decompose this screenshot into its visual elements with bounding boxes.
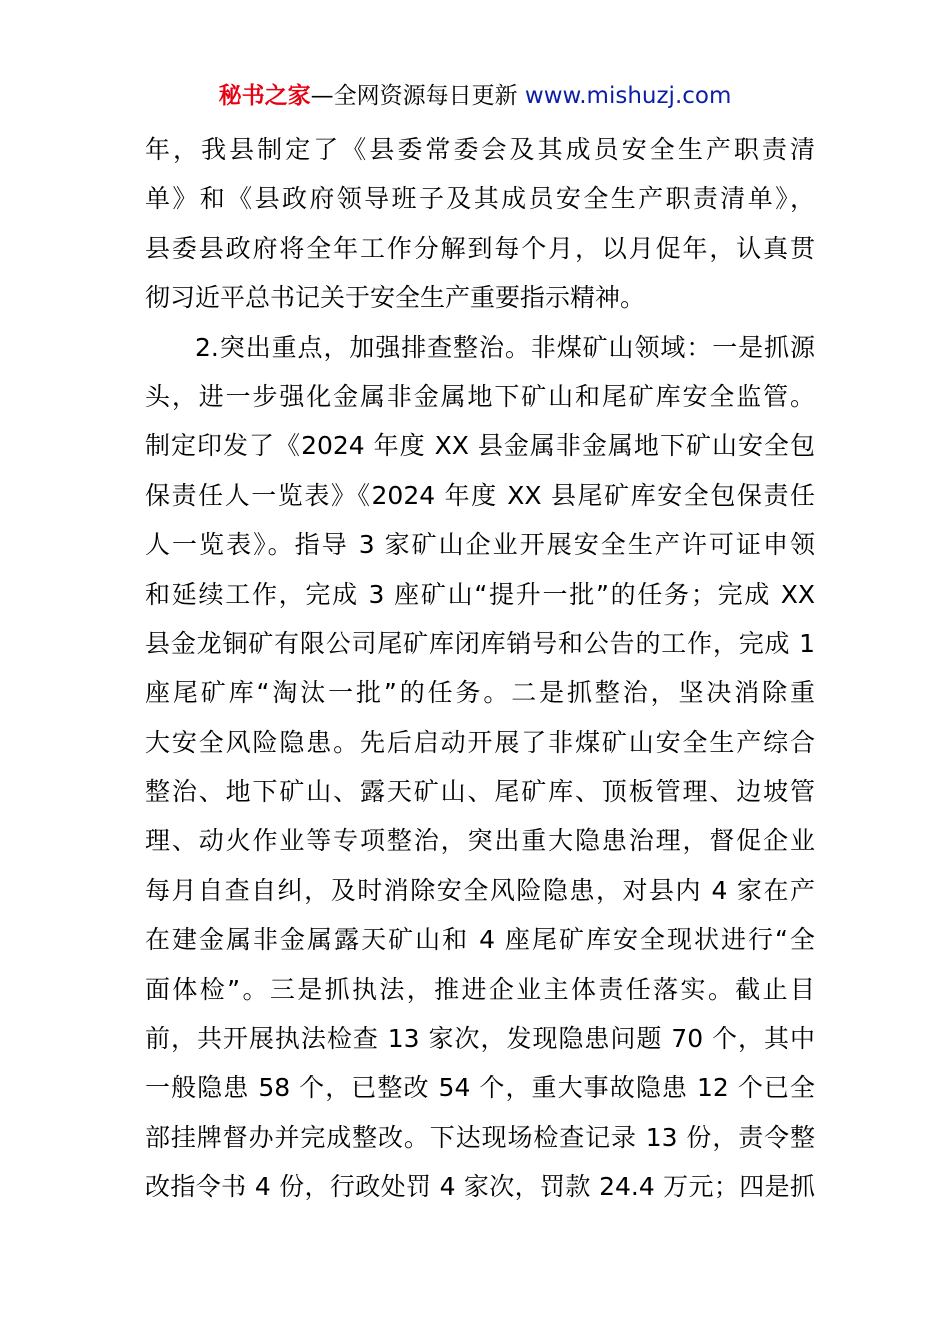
site-header [0,80,950,112]
text-line: 理、动火作业等专项整治，突出重大隐患治理，督促企业 [145,826,815,856]
header-tagline: —全网资源每日更新 [310,83,525,109]
text-line: 和延续工作，完成 3 座矿山“提升一批”的任务；完成 XX [145,579,815,609]
text-line: 年，我县制定了《县委常委会及其成员安全生产职责清 [145,135,815,164]
text-line: 县委县政府将全年工作分解到每个月，以月促年，认真贯 [145,233,815,263]
text-line: 人一览表》。指导 3 家矿山企业开展安全生产许可证申领 [145,530,815,560]
text-line: 保责任人一览表》《2024 年度 XX 县尾矿库安全包保责任 [145,480,815,510]
text-line: 一般隐患 58 个，已整改 54 个，重大事故隐患 12 个已全 [145,1073,815,1103]
paragraph-end-line: 彻习近平总书记关于安全生产重要指示精神。 [145,283,646,313]
text-line: 县金龙铜矿有限公司尾矿库闭库销号和公告的工作，完成 1 [145,628,815,658]
paragraph-start-line: 2.突出重点，加强排查整治。非煤矿山领域：一是抓源 [195,332,815,362]
text-line: 整治、地下矿山、露天矿山、尾矿库、顶板管理、边坡管 [145,777,815,807]
text-line: 头，进一步强化金属非金属地下矿山和尾矿库安全监管。 [145,381,815,411]
text-line: 每月自查自纠，及时消除安全风险隐患，对县内 4 家在产 [145,875,815,905]
text-line: 制定印发了《2024 年度 XX 县金属非金属地下矿山安全包 [145,431,815,461]
document-body [145,125,815,1212]
text-line: 座尾矿库“淘汰一批”的任务。二是抓整治，坚决消除重 [145,678,815,708]
brand-name: 秘书之家 [218,83,311,109]
text-line: 大安全风险隐患。先后启动开展了非煤矿山安全生产综合 [145,727,815,757]
text-line: 改指令书 4 份，行政处罚 4 家次，罚款 24.4 万元；四是抓 [145,1172,815,1202]
text-line: 单》和《县政府领导班子及其成员安全生产职责清单》， [145,184,815,214]
text-line: 在建金属非金属露天矿山和 4 座尾矿库安全现状进行“全 [145,925,815,955]
text-line: 部挂牌督办并完成整改。下达现场检查记录 13 份，责令整 [145,1122,815,1152]
text-line: 面体检”。三是抓执法，推进企业主体责任落实。截止目 [145,974,815,1004]
text-line: 前，共开展执法检查 13 家次，发现隐患问题 70 个，其中 [145,1024,815,1054]
site-url-link[interactable]: www.mishuzj.com [524,83,732,109]
